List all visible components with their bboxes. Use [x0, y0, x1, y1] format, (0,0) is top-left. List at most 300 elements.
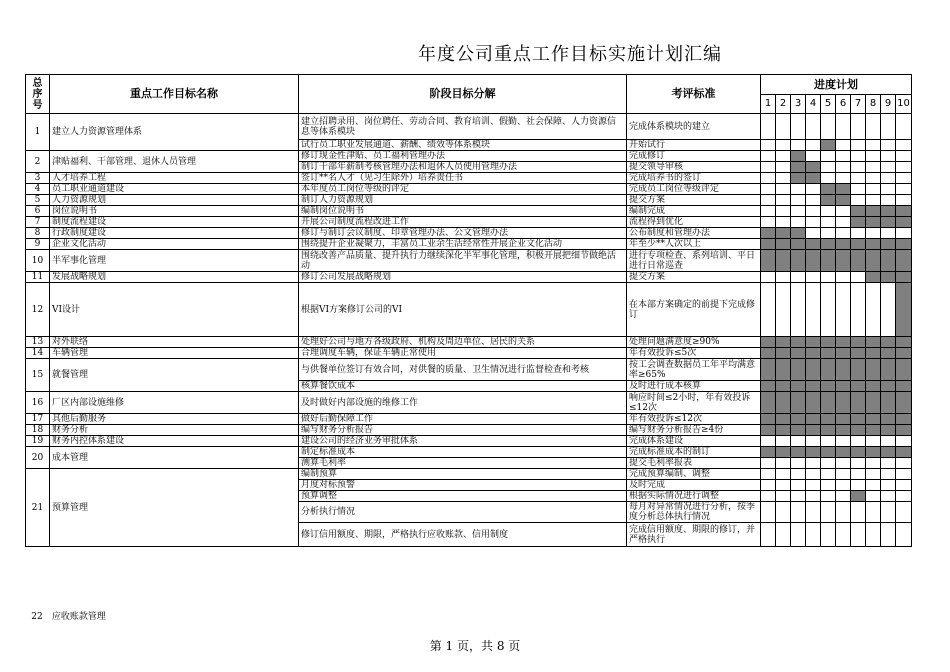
progress-cell: [881, 436, 896, 447]
progress-cell: [851, 392, 866, 414]
progress-cell: [776, 228, 791, 239]
progress-cell: [761, 425, 776, 436]
progress-cell: [776, 436, 791, 447]
progress-cell: [806, 283, 821, 337]
progress-cell: [821, 114, 836, 140]
progress-cell: [866, 414, 881, 425]
header-name: 重点工作目标名称: [50, 75, 299, 114]
row-seq: 11: [26, 272, 50, 283]
progress-cell: [851, 359, 866, 381]
progress-cell: [836, 414, 851, 425]
row-stage: 签订**名人才（见习生除外）培养责任书: [299, 173, 627, 184]
progress-cell: [776, 173, 791, 184]
progress-cell: [821, 151, 836, 162]
table-row: [26, 447, 912, 458]
progress-cell: [806, 523, 821, 547]
progress-cell: [851, 272, 866, 283]
progress-cell: [881, 283, 896, 337]
row-criteria: 及时进行成本核算: [627, 381, 761, 392]
row-stage: 制定标准成本: [299, 447, 627, 458]
progress-cell: [791, 239, 806, 250]
progress-cell: [821, 228, 836, 239]
row-stage: 开展公司制度流程改进工作: [299, 217, 627, 228]
row-goal-name: 岗位说明书: [50, 206, 299, 217]
header-month: 4: [806, 95, 821, 114]
progress-cell: [776, 491, 791, 502]
table-row: [26, 436, 912, 447]
table-row: [26, 228, 912, 239]
progress-cell: [821, 337, 836, 348]
progress-cell: [761, 480, 776, 491]
progress-cell: [761, 217, 776, 228]
row-criteria: 进行专项检查、系列培训、平日进行日常巡查: [627, 250, 761, 272]
progress-cell: [791, 217, 806, 228]
progress-cell: [761, 250, 776, 272]
progress-cell: [836, 469, 851, 480]
progress-cell: [821, 250, 836, 272]
progress-cell: [821, 491, 836, 502]
progress-cell: [881, 162, 896, 173]
progress-cell: [761, 414, 776, 425]
progress-cell: [896, 414, 912, 425]
progress-cell: [881, 392, 896, 414]
progress-cell: [866, 151, 881, 162]
progress-cell: [791, 447, 806, 458]
progress-cell: [806, 458, 821, 469]
progress-cell: [821, 392, 836, 414]
progress-cell: [896, 140, 912, 151]
header-month: 2: [776, 95, 791, 114]
progress-cell: [896, 184, 912, 195]
table-row: [26, 414, 912, 425]
progress-cell: [896, 195, 912, 206]
progress-cell: [821, 436, 836, 447]
progress-cell: [866, 348, 881, 359]
progress-cell: [761, 173, 776, 184]
row-criteria: 完成标准成本的制订: [627, 447, 761, 458]
progress-cell: [761, 469, 776, 480]
progress-cell: [896, 348, 912, 359]
progress-cell: [851, 381, 866, 392]
progress-cell: [896, 491, 912, 502]
progress-cell: [791, 491, 806, 502]
row-criteria: 年有效投诉≤5次: [627, 348, 761, 359]
progress-cell: [866, 359, 881, 381]
progress-cell: [851, 523, 866, 547]
progress-cell: [791, 195, 806, 206]
row-criteria: 年至少**人次以上: [627, 239, 761, 250]
progress-cell: [881, 414, 896, 425]
row-seq: 19: [26, 436, 50, 447]
progress-cell: [806, 184, 821, 195]
progress-cell: [821, 140, 836, 151]
row-criteria: 响应时间≤2小时，年有效投诉≤12次: [627, 392, 761, 414]
progress-cell: [776, 337, 791, 348]
progress-cell: [866, 283, 881, 337]
row-seq: 2: [26, 151, 50, 173]
progress-cell: [821, 283, 836, 337]
row-criteria: 提交毛利率报表: [627, 458, 761, 469]
table-row: [26, 425, 912, 436]
progress-cell: [836, 425, 851, 436]
progress-cell: [851, 480, 866, 491]
progress-cell: [836, 381, 851, 392]
progress-cell: [851, 173, 866, 184]
progress-cell: [881, 447, 896, 458]
table-row: [26, 151, 912, 162]
progress-cell: [791, 436, 806, 447]
progress-cell: [791, 480, 806, 491]
row-seq: 9: [26, 239, 50, 250]
row-seq: 3: [26, 173, 50, 184]
row-goal-name: 对外联络: [50, 337, 299, 348]
progress-cell: [776, 217, 791, 228]
progress-cell: [836, 239, 851, 250]
progress-cell: [761, 458, 776, 469]
progress-cell: [851, 414, 866, 425]
progress-cell: [836, 151, 851, 162]
progress-cell: [836, 140, 851, 151]
progress-cell: [776, 502, 791, 523]
progress-cell: [851, 250, 866, 272]
progress-cell: [896, 151, 912, 162]
progress-cell: [791, 414, 806, 425]
row-goal-name: 其他后勤服务: [50, 414, 299, 425]
progress-cell: [776, 206, 791, 217]
progress-cell: [896, 359, 912, 381]
row-stage: 围绕改善产品质量、提升执行力继续深化半军事化管理，积极开展把细节做绝活动: [299, 250, 627, 272]
row-criteria: 每月对异常情况进行分析，按季度分析总体执行情况: [627, 502, 761, 523]
progress-cell: [866, 392, 881, 414]
progress-cell: [776, 348, 791, 359]
progress-cell: [851, 239, 866, 250]
progress-cell: [851, 283, 866, 337]
table-row: [26, 239, 912, 250]
progress-cell: [791, 272, 806, 283]
progress-cell: [791, 502, 806, 523]
progress-cell: [881, 359, 896, 381]
progress-cell: [761, 348, 776, 359]
progress-cell: [836, 162, 851, 173]
row-goal-name: 津贴福利、干部管理、退休人员管理: [50, 151, 299, 173]
progress-cell: [866, 239, 881, 250]
progress-cell: [761, 114, 776, 140]
row-criteria: 处理问题满意度≥90%: [627, 337, 761, 348]
row-seq: 8: [26, 228, 50, 239]
progress-cell: [776, 114, 791, 140]
row-stage: 试行员工职业发展通道、薪酬、绩效等体系模块: [299, 140, 627, 151]
progress-cell: [806, 114, 821, 140]
progress-cell: [806, 436, 821, 447]
progress-cell: [776, 250, 791, 272]
progress-cell: [896, 283, 912, 337]
header-month: 9: [881, 95, 896, 114]
row-goal-name: 行政制度建设: [50, 228, 299, 239]
progress-cell: [866, 195, 881, 206]
progress-cell: [776, 140, 791, 151]
row-stage: 月度对标预警: [299, 480, 627, 491]
progress-cell: [851, 469, 866, 480]
row-criteria: 开始试行: [627, 140, 761, 151]
row-seq: 6: [26, 206, 50, 217]
progress-cell: [866, 458, 881, 469]
row-criteria: 编写财务分析报告≥4份: [627, 425, 761, 436]
row-criteria: 完成员工岗位等级评定: [627, 184, 761, 195]
progress-cell: [896, 425, 912, 436]
row-criteria: 根据实际情况进行调整: [627, 491, 761, 502]
progress-cell: [881, 114, 896, 140]
progress-cell: [791, 184, 806, 195]
progress-cell: [896, 250, 912, 272]
progress-cell: [761, 228, 776, 239]
row-stage: 根据VI方案修订公司的VI: [299, 283, 627, 337]
progress-cell: [776, 414, 791, 425]
progress-cell: [881, 381, 896, 392]
progress-cell: [896, 228, 912, 239]
row-goal-name: 财务分析: [50, 425, 299, 436]
progress-cell: [821, 162, 836, 173]
progress-cell: [791, 425, 806, 436]
progress-cell: [791, 458, 806, 469]
row-goal-name: 发展战略规划: [50, 272, 299, 283]
progress-cell: [881, 239, 896, 250]
row-seq: 17: [26, 414, 50, 425]
progress-cell: [896, 206, 912, 217]
progress-cell: [761, 491, 776, 502]
row-goal-name: 车辆管理: [50, 348, 299, 359]
progress-cell: [896, 392, 912, 414]
table-row: [26, 392, 912, 414]
row-seq: 12: [26, 283, 50, 337]
plan-table-body: [26, 114, 912, 547]
row-stage: 分析执行情况: [299, 502, 627, 523]
progress-cell: [836, 392, 851, 414]
row-seq: 16: [26, 392, 50, 414]
progress-cell: [776, 359, 791, 381]
progress-cell: [806, 151, 821, 162]
progress-cell: [881, 491, 896, 502]
row-stage: 合理调度车辆，保证车辆正常使用: [299, 348, 627, 359]
row-stage: 制订干部年薪制考核管理办法和退休人员使用管理办法: [299, 162, 627, 173]
progress-cell: [836, 458, 851, 469]
progress-cell: [761, 162, 776, 173]
table-row: [26, 173, 912, 184]
progress-cell: [791, 381, 806, 392]
trailing-row: [25, 612, 325, 622]
row-seq: 18: [26, 425, 50, 436]
progress-cell: [866, 436, 881, 447]
header-month: 7: [851, 95, 866, 114]
progress-cell: [851, 458, 866, 469]
progress-cell: [836, 173, 851, 184]
progress-cell: [836, 523, 851, 547]
progress-cell: [866, 425, 881, 436]
progress-cell: [881, 151, 896, 162]
row-stage: 编制预算: [299, 469, 627, 480]
progress-cell: [836, 359, 851, 381]
progress-cell: [896, 217, 912, 228]
progress-cell: [821, 480, 836, 491]
progress-cell: [866, 114, 881, 140]
progress-cell: [851, 348, 866, 359]
progress-cell: [806, 272, 821, 283]
progress-cell: [776, 283, 791, 337]
progress-cell: [791, 173, 806, 184]
progress-cell: [806, 173, 821, 184]
row-stage: 修订信用额度、期限，严格执行应收账款、信用制度: [299, 523, 627, 547]
progress-cell: [881, 217, 896, 228]
progress-cell: [761, 184, 776, 195]
progress-cell: [776, 151, 791, 162]
row-seq: 13: [26, 337, 50, 348]
progress-cell: [776, 392, 791, 414]
progress-cell: [881, 502, 896, 523]
progress-cell: [881, 480, 896, 491]
row-criteria: 完成预算编制、调整: [627, 469, 761, 480]
progress-cell: [881, 206, 896, 217]
progress-cell: [776, 239, 791, 250]
progress-cell: [896, 458, 912, 469]
progress-cell: [761, 502, 776, 523]
progress-cell: [806, 195, 821, 206]
progress-cell: [821, 523, 836, 547]
row-goal-name: 预算管理: [50, 469, 299, 547]
progress-cell: [896, 480, 912, 491]
progress-cell: [896, 502, 912, 523]
row-criteria: 编制完成: [627, 206, 761, 217]
table-row: [26, 283, 912, 337]
row-goal-name: 厂区内部设施维修: [50, 392, 299, 414]
row-goal-name: 制度流程建设: [50, 217, 299, 228]
progress-cell: [866, 491, 881, 502]
progress-cell: [776, 272, 791, 283]
table-row: [26, 114, 912, 140]
progress-cell: [866, 523, 881, 547]
progress-cell: [851, 447, 866, 458]
progress-cell: [836, 195, 851, 206]
table-row: [26, 337, 912, 348]
progress-cell: [791, 469, 806, 480]
progress-cell: [821, 447, 836, 458]
row-criteria: 公布制度和管理办法: [627, 228, 761, 239]
progress-cell: [791, 523, 806, 547]
progress-cell: [896, 337, 912, 348]
progress-cell: [836, 436, 851, 447]
progress-cell: [851, 184, 866, 195]
progress-cell: [851, 228, 866, 239]
progress-cell: [851, 195, 866, 206]
progress-cell: [761, 239, 776, 250]
progress-cell: [791, 151, 806, 162]
progress-cell: [806, 491, 821, 502]
progress-cell: [761, 436, 776, 447]
progress-cell: [806, 425, 821, 436]
progress-cell: [821, 173, 836, 184]
progress-cell: [821, 414, 836, 425]
progress-cell: [776, 162, 791, 173]
progress-cell: [836, 283, 851, 337]
progress-cell: [881, 250, 896, 272]
row-criteria: 提交方案: [627, 195, 761, 206]
row-goal-name: 就餐管理: [50, 359, 299, 392]
progress-cell: [806, 217, 821, 228]
progress-cell: [776, 458, 791, 469]
progress-cell: [806, 228, 821, 239]
progress-cell: [836, 250, 851, 272]
row-stage: 编写财务分析报告: [299, 425, 627, 436]
progress-cell: [806, 337, 821, 348]
table-row: [26, 195, 912, 206]
progress-cell: [896, 469, 912, 480]
progress-cell: [881, 523, 896, 547]
progress-cell: [821, 206, 836, 217]
row-stage: 预算调整: [299, 491, 627, 502]
progress-cell: [761, 337, 776, 348]
progress-cell: [851, 114, 866, 140]
progress-cell: [896, 162, 912, 173]
progress-cell: [821, 217, 836, 228]
progress-cell: [776, 480, 791, 491]
progress-cell: [761, 381, 776, 392]
progress-cell: [836, 228, 851, 239]
progress-cell: [866, 206, 881, 217]
progress-cell: [881, 173, 896, 184]
progress-cell: [851, 436, 866, 447]
row-criteria: 完成信用额度、期限的修订，并严格执行: [627, 523, 761, 547]
row-goal-name: VI设计: [50, 283, 299, 337]
row-seq: 5: [26, 195, 50, 206]
progress-cell: [791, 250, 806, 272]
progress-cell: [791, 228, 806, 239]
progress-cell: [896, 173, 912, 184]
progress-cell: [806, 381, 821, 392]
progress-cell: [776, 381, 791, 392]
header-month: 5: [821, 95, 836, 114]
progress-cell: [791, 140, 806, 151]
progress-cell: [866, 250, 881, 272]
trailing-name: 应收账款管理: [51, 612, 106, 622]
row-criteria: 及时完成: [627, 480, 761, 491]
progress-cell: [791, 359, 806, 381]
row-criteria: 年有效投诉≤12次: [627, 414, 761, 425]
progress-cell: [761, 359, 776, 381]
progress-cell: [776, 523, 791, 547]
progress-cell: [806, 502, 821, 523]
progress-cell: [776, 469, 791, 480]
row-stage: 核算餐饮成本: [299, 381, 627, 392]
row-seq: 21: [26, 469, 50, 547]
progress-cell: [821, 195, 836, 206]
progress-cell: [851, 337, 866, 348]
progress-cell: [836, 480, 851, 491]
progress-cell: [851, 425, 866, 436]
header-seq: 总序号: [26, 75, 50, 114]
table-row: [26, 272, 912, 283]
progress-cell: [791, 114, 806, 140]
progress-cell: [851, 502, 866, 523]
row-stage: 制订人力资源规划: [299, 195, 627, 206]
table-row: [26, 217, 912, 228]
progress-cell: [881, 458, 896, 469]
progress-cell: [881, 140, 896, 151]
row-criteria: 提交方案: [627, 272, 761, 283]
header-criteria: 考评标准: [627, 75, 761, 114]
progress-cell: [836, 502, 851, 523]
progress-cell: [896, 114, 912, 140]
row-goal-name: 建立人力资源管理体系: [50, 114, 299, 151]
row-stage: 围绕提升企业凝聚力，丰富员工业余生活经常性开展企业文化活动: [299, 239, 627, 250]
progress-cell: [881, 195, 896, 206]
